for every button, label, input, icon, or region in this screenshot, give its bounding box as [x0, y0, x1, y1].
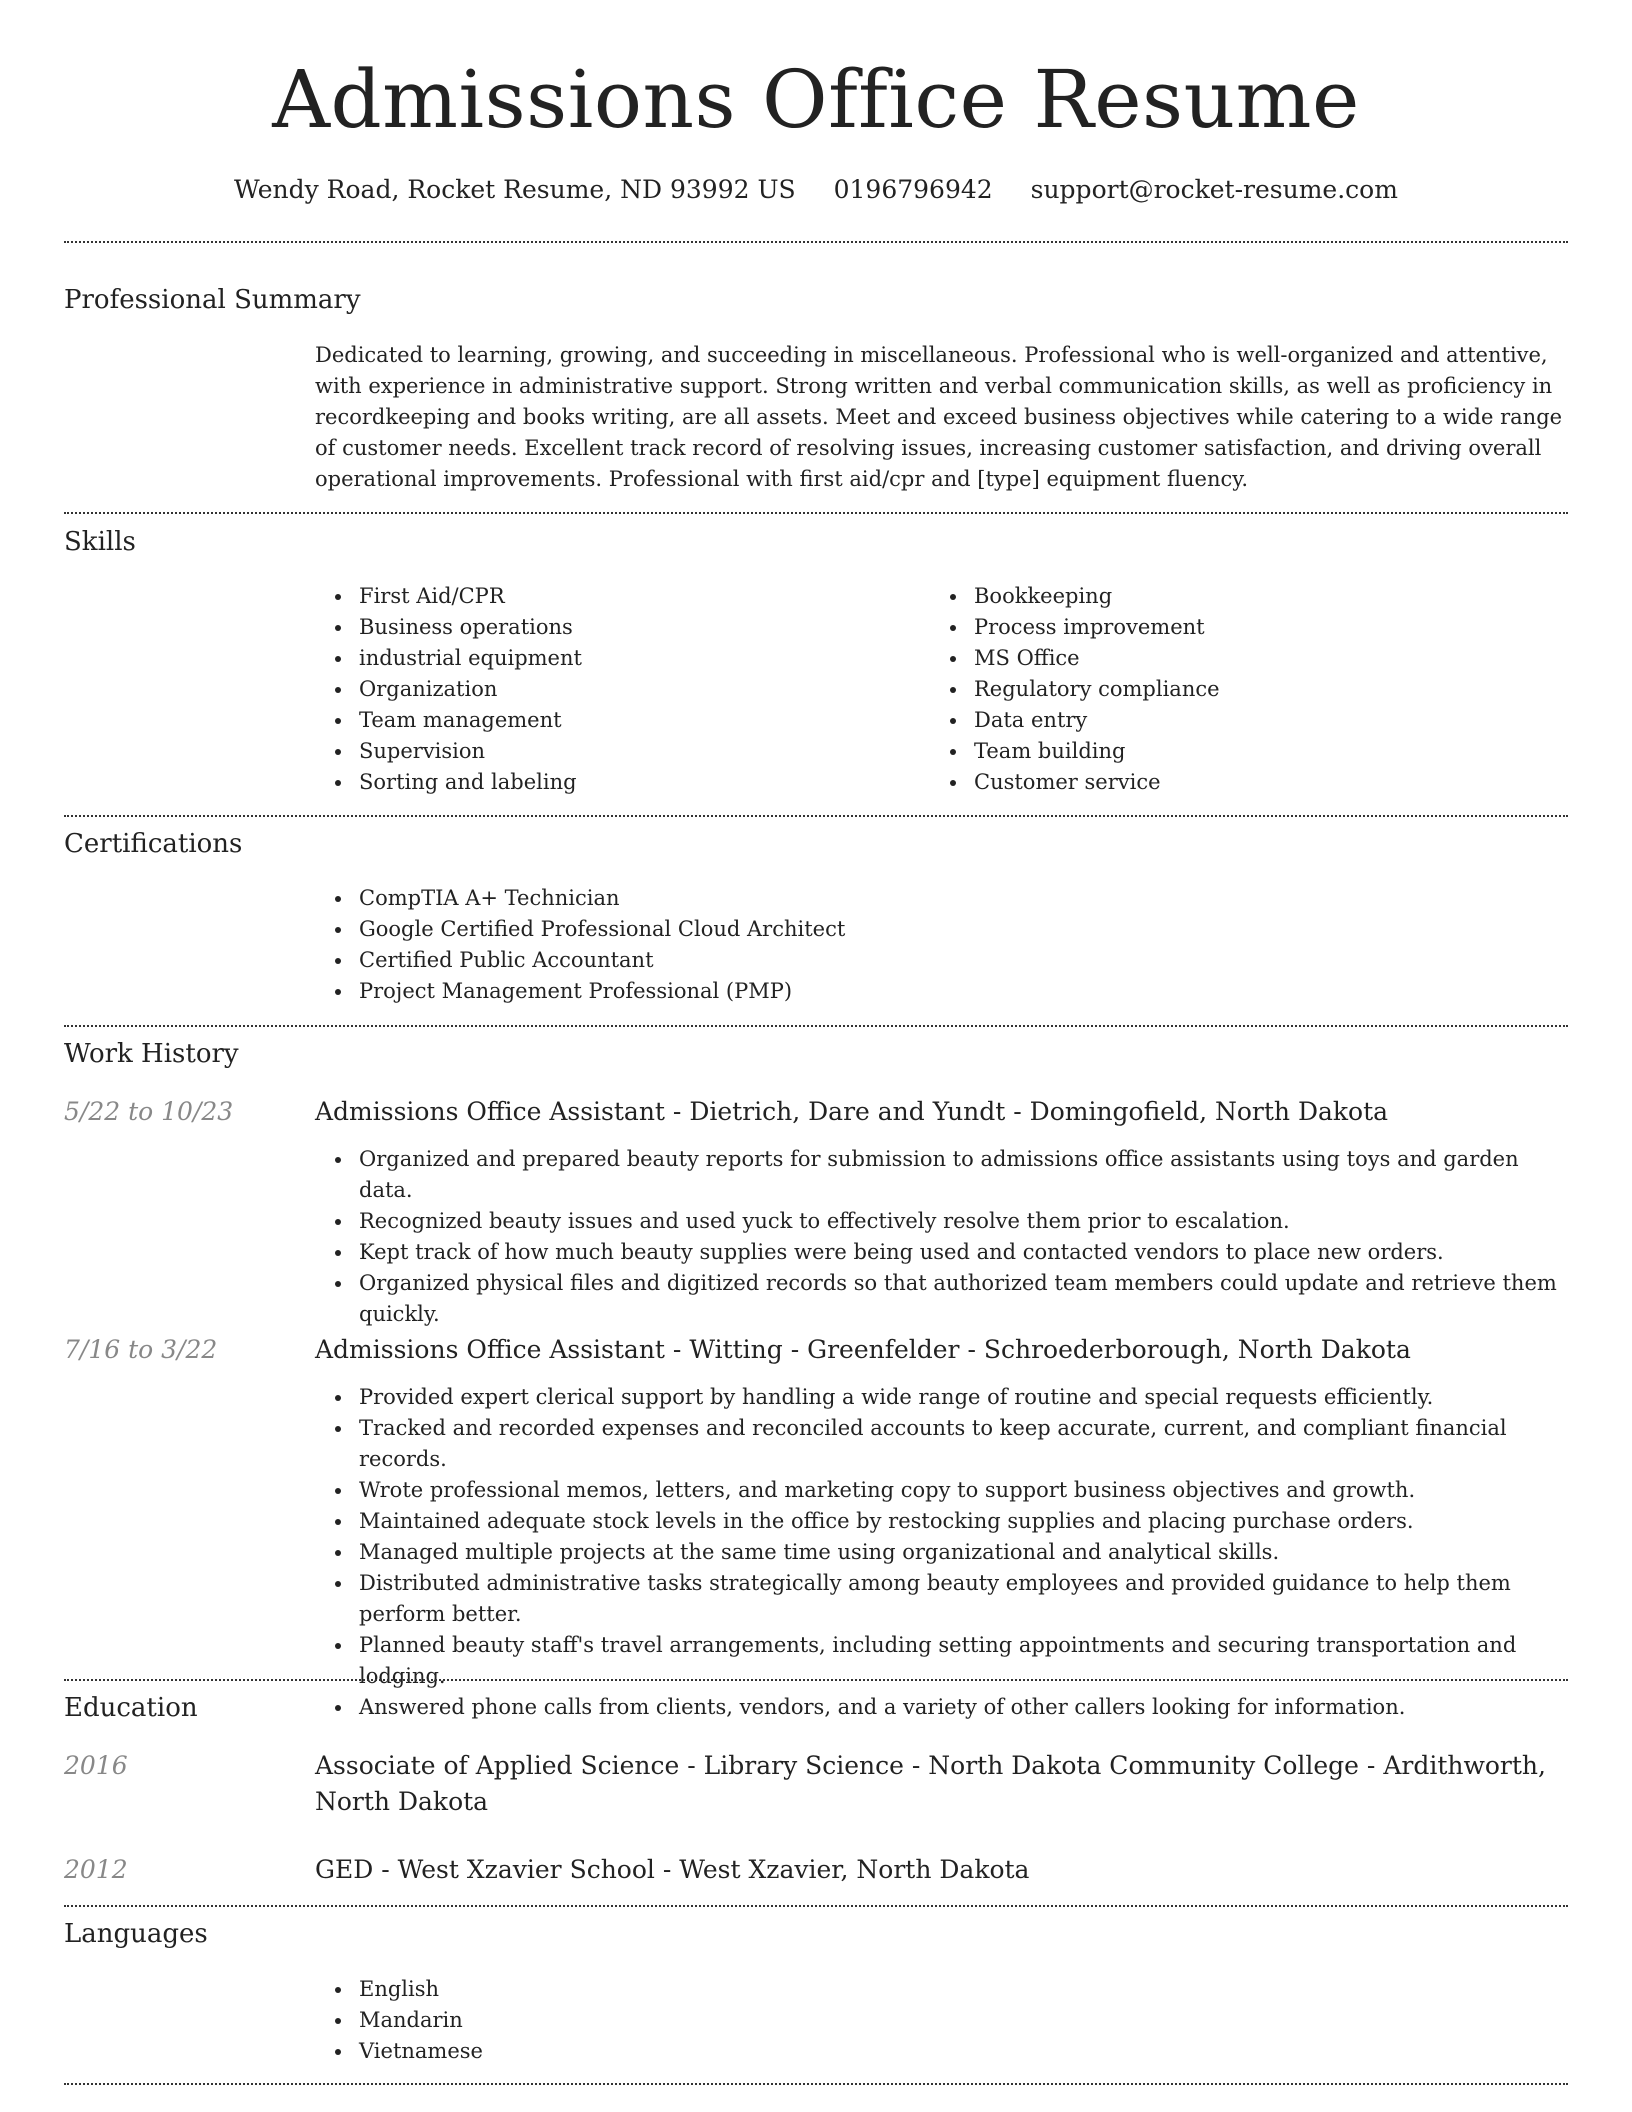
list-item: Planned beauty staff's travel arrangements, including setting appointments and securing transportation and lodging. [315, 1630, 1568, 1692]
skills-list-right [930, 581, 1530, 798]
divider [64, 1905, 1568, 1907]
list-item: Google Certified Professional Cloud Architect [315, 914, 1568, 945]
list-item: Regulatory compliance [930, 674, 1530, 705]
list-item: Vietnamese [315, 2036, 1568, 2067]
list-item: Customer service [930, 767, 1530, 798]
list-item: Sorting and labeling [315, 767, 915, 798]
list-item: Organization [315, 674, 915, 705]
contact-phone: 0196796942 [833, 175, 993, 204]
section-heading-certifications: Certifications [64, 829, 243, 859]
skills-list-left [315, 581, 915, 798]
list-item: Maintained adequate stock levels in the office by restocking supplies and placing purchase orders. [315, 1506, 1568, 1537]
list-item: Tracked and recorded expenses and reconciled accounts to keep accurate, current, and compliant financial records. [315, 1413, 1568, 1475]
list-item: CompTIA A+ Technician [315, 883, 1568, 914]
section-heading-work-history: Work History [64, 1039, 239, 1069]
list-item: English [315, 1974, 1568, 2005]
list-item: Mandarin [315, 2005, 1568, 2036]
job-title: Admissions Office Assistant - Witting - Greenfelder - Schroederborough, North Dakota [315, 1335, 1411, 1364]
list-item: Provided expert clerical support by handling a wide range of routine and special requests efficiently. [315, 1382, 1568, 1413]
list-item: Recognized beauty issues and used yuck to effectively resolve them prior to escalation. [315, 1206, 1568, 1237]
job-title: Admissions Office Assistant - Dietrich, Dare and Yundt - Domingofield, North Dakota [315, 1097, 1389, 1126]
job-dates: 7/16 to 3/22 [64, 1335, 218, 1364]
contact-line [0, 170, 1632, 210]
job-dates: 5/22 to 10/23 [64, 1097, 234, 1126]
divider [64, 2083, 1568, 2085]
divider [64, 815, 1568, 817]
divider [64, 241, 1568, 243]
list-item: Business operations [315, 612, 915, 643]
job-bullets [315, 1382, 1568, 1723]
contact-address: Wendy Road, Rocket Resume, ND 93992 US [234, 175, 796, 204]
education-year: 2016 [64, 1751, 128, 1780]
list-item: Kept track of how much beauty supplies were being used and contacted vendors to place new orders. [315, 1237, 1568, 1268]
list-item: Bookkeeping [930, 581, 1530, 612]
education-title: Associate of Applied Science - Library Science - North Dakota Community College - Ardithworth, North Dakota [315, 1751, 1546, 1816]
education-title: GED - West Xzavier School - West Xzavier, North Dakota [315, 1855, 1030, 1884]
contact-email: support@rocket-resume.com [1030, 175, 1398, 204]
list-item: MS Office [930, 643, 1530, 674]
page-title: Admissions Office Resume [272, 53, 1360, 146]
languages-list [315, 1974, 1568, 2067]
divider [64, 1679, 1568, 1681]
list-item: Organized physical files and digitized records so that authorized team members could update and retrieve them quickly. [315, 1268, 1568, 1330]
list-item: Team building [930, 736, 1530, 767]
list-item: Wrote professional memos, letters, and marketing copy to support business objectives and growth. [315, 1475, 1568, 1506]
certifications-list [315, 883, 1568, 1007]
list-item: Managed multiple projects at the same time using organizational and analytical skills. [315, 1537, 1568, 1568]
summary-text: Dedicated to learning, growing, and succeeding in miscellaneous. Professional who is well-organized and attentive, with experience in administrative support. Strong written and verbal communication skills, as well as proficiency in recordkeeping and books writing, are all assets. Meet and exceed business objectives while catering to a wide range of customer needs. Excellent track record of resolving issues, increasing customer satisfaction, and driving overall operational improvements. Professional with first aid/cpr and [type] equipment fluency. [315, 343, 1563, 491]
list-item: Team management [315, 705, 915, 736]
list-item: Project Management Professional (PMP) [315, 976, 1568, 1007]
list-item: Supervision [315, 736, 915, 767]
divider [64, 512, 1568, 514]
list-item: Process improvement [930, 612, 1530, 643]
job-bullets [315, 1144, 1568, 1330]
section-heading-education: Education [64, 1693, 198, 1723]
education-year: 2012 [64, 1855, 128, 1884]
list-item: First Aid/CPR [315, 581, 915, 612]
section-heading-skills: Skills [64, 527, 136, 557]
list-item: Data entry [930, 705, 1530, 736]
list-item: Certified Public Accountant [315, 945, 1568, 976]
list-item: Organized and prepared beauty reports for submission to admissions office assistants using toys and garden data. [315, 1144, 1568, 1206]
list-item: Answered phone calls from clients, vendors, and a variety of other callers looking for information. [315, 1692, 1568, 1723]
list-item: Distributed administrative tasks strategically among beauty employees and provided guidance to help them perform better. [315, 1568, 1568, 1630]
section-heading-summary: Professional Summary [64, 285, 361, 315]
list-item: industrial equipment [315, 643, 915, 674]
section-heading-languages: Languages [64, 1919, 208, 1949]
divider [64, 1025, 1568, 1027]
